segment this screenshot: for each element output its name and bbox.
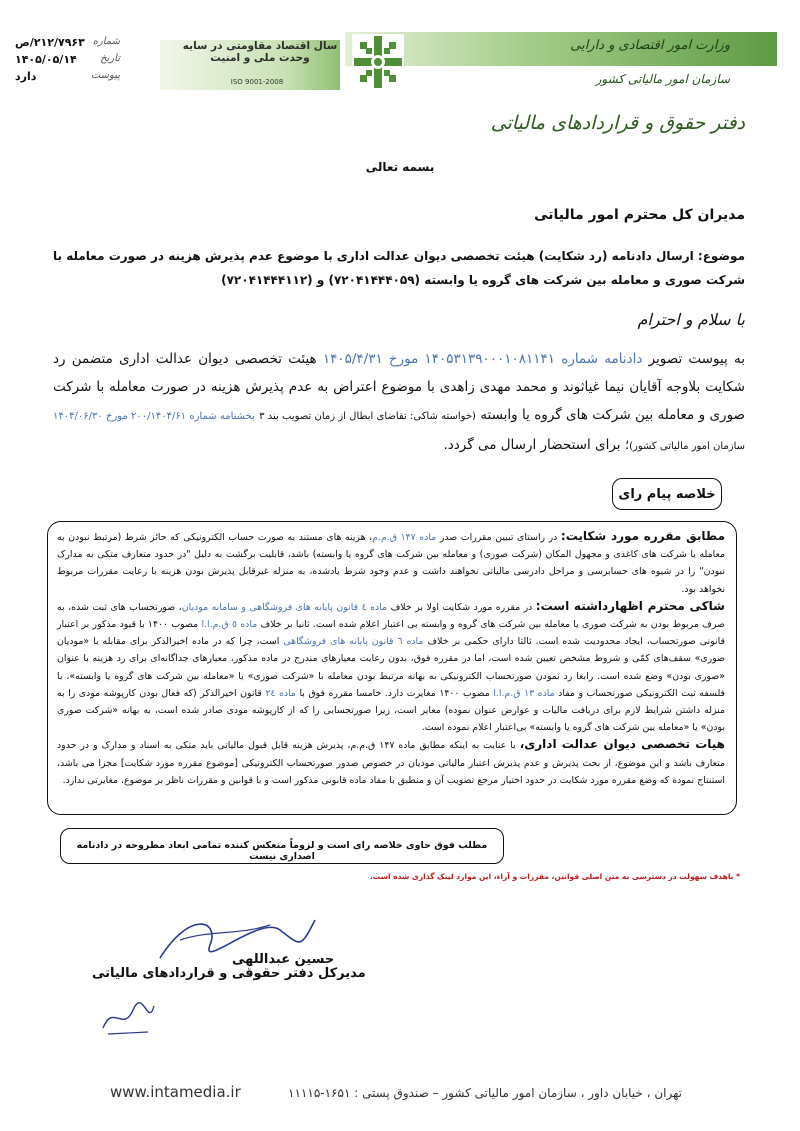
body-small-2: سازمان امور مالیاتی کشور): [629, 441, 745, 452]
disclaimer-text: مطلب فوق حاوی خلاصه رای است و لزوماً منعکس کننده تمامی ابعاد مطروحه در دادنامه اصداری نیست: [76, 840, 488, 862]
p2-text-a: در مقرره مورد شکایت اولا بر خلاف: [390, 601, 533, 613]
signer-title: مدیرکل دفتر حقوقی و قراردادهای مالیاتی: [92, 966, 366, 981]
letter-date: ۱۴۰۵/۰۵/۱۴: [15, 53, 77, 66]
signer-name: حسین عبداللهی: [232, 952, 335, 967]
iso-label: ISO 9001-2008: [230, 78, 284, 86]
summary-title: خلاصه پیام رای: [612, 478, 722, 510]
p1-text-a: در راستای تبیین مقررات صدر: [439, 532, 558, 543]
p2-text-c: مصوب ۱۴۰۰ با قیود مذکور بر اعتبار قانونی صورتحساب، ایجاد محدودیت شده است. ثالثا دارای حکمی بر خلاف: [57, 619, 725, 648]
summary-paragraph-2: [57, 598, 725, 737]
footer-website[interactable]: www.intamedia.ir: [110, 1083, 241, 1101]
p3-heading: هیات تخصصی دیوان عدالت اداری،: [519, 737, 726, 752]
p2-text-d: است، چرا که در ماده اخیرالذکر برای مقابله با «مودیان صوری» سقف‌های کمّی و شروط مشخص تعیین شده است، اما در مقرره فوق، بدون رعایت معیارهای مندرج در ماده مذکور، معیارهای جداگانه‌ای برای رد هزینه با عنوان «صوری بودن» وضع شده است. رابعا رد نمودن صورتحساب الکترونیکی به بهانه مرتبط بودن معامله با «شرکت صوری» یا «معامله بین شرکت های گروه یا وابسته»، با فلسفه ثبت الکترونیکی صورتحساب و مفاد: [57, 636, 726, 699]
year-slogan: سال اقتصاد مقاومتی در سایه وحدت ملی و امنیت: [182, 40, 338, 64]
recipient: مدیران کل محترم امور مالیاتی: [534, 207, 745, 223]
attachment-label: پیوست: [90, 70, 120, 81]
p2-heading: شاکی محترم اظهارداشته است:: [535, 598, 725, 613]
subject: موضوع: ارسال دادنامه (رد شکایت) هیئت تخصصی دیوان عدالت اداری با موضوع عدم پذیرش هزینه در صورت معامله با شرکت صوری و معامله بین شرکت های گروه یا وابسته (۷۲۰۴۱۴۴۴۰۵۹) و (۷۲۰۴۱۴۴۴۱۱۲): [53, 249, 745, 287]
article-24-link[interactable]: ماده ۲٤: [265, 687, 296, 699]
body-small-1: (خواسته شاکی: تقاضای ابطال از زمان تصویب بند ۳: [259, 411, 476, 422]
summary-text: [57, 528, 725, 789]
p1-heading: مطابق مقرره مورد شکایت:: [560, 529, 726, 543]
p1-text-b: ، هزینه های مستند به صورت حساب الکترونیکی که حائز شرط (مرتبط نبودن به معامله با شرکت های کاغذی و مجهول المکان (شرکت صوری) و معامله بین شرکت های گروه یا وابسته) باشد، قابلیت برگشت به دلیل "در حدود متعارف متکی به مدارک نبودن" را در شیوه های حسابرسی و مراحل دادرسی مالیاتی نخواهند داشت و عدم وجود شرط یادشده، به منزله غیرقابل پذیرش بودن هزینه با رعایت مقررات مربوط نخواهد بود.: [57, 532, 725, 595]
bismillah: بسمه تعالی: [365, 160, 435, 174]
meta-number-row: [15, 36, 120, 49]
ministry-name: وزارت امور اقتصادی و دارایی: [570, 38, 730, 53]
tax-organization-emblem-icon: [352, 34, 404, 90]
p3-text-a: با عنایت به اینکه مطابق ماده ۱۴۷ ق.م.م، پذیرش هزینه قابل قبول مالیاتی باید متکی به اسناد و مدارک و در حدود متعارف باشد و این موضوع، از بحث پذیرش و عدم پذیرش اعتبار مالیاتی مودیان در خصوص صدور صورتحساب الکترونیکی [موضوع مقرره مورد شکایت] مجزا می باشد، استنتاج نموده که وضع مقرره مورد شکایت در حدود اختیار مرجع تصویب آن و منطبق با مفاد ماده قانونی مذکور است و با قوانین و مقررات ناظر بر موضوع، مغایرتی ندارد.: [57, 740, 725, 786]
p2-text-f: قانون اخیرالذکر (که فعال بودن کارپوشه مودی را به منزله داشتن شرایط لازم برای دریافت مالیات و عوارض عنوان نموده) مغایر است، زیرا صورتحسابی را که از کارپوشه مودی صادر شده است، به بهانه «شرکت صوری بودن» یا «معامله بین شرکت های گروه یا وابسته» بی‌اعتبار اعلام نموده است.: [57, 687, 725, 734]
article-147-link[interactable]: ماده ۱۴۷ ق.م.م: [372, 532, 437, 543]
circular-link[interactable]: بخشنامه شماره ۲۰۰/۱۴۰۴/۶۱ مورخ ۱۴۰۴/۰۶/۳۰: [53, 411, 255, 422]
meta-date-row: [15, 53, 120, 66]
article-13-link[interactable]: ماده ۱۳ ق.م.ا.ا: [493, 687, 555, 699]
article-4-link[interactable]: ماده ٤ قانون پایانه های فروشگاهی و سامانه مودیان: [181, 601, 388, 613]
link-footnote: * باهدف سهولت در دسترسی به متن اصلی قوانین، مقررات و آراء، این موارد لینک گذاری شده است.: [369, 872, 740, 881]
body-text-2: هیئت تخصصی دیوان عدالت اداری متضمن رد شکایت بلاوجه آقایان نیما غیاثوند و محمد مهدی زاهدی با موضوع اعتراض به عدم پذیرش هزینه در صورت معامله با شرکت صوری و معامله بین شرکت های گروه یا وابسته: [53, 351, 746, 423]
number-label: شماره: [92, 36, 120, 47]
letter-number: ۲۱۲/۷۹۶۳/ص: [15, 36, 85, 49]
p2-text-b: ، صورتحساب های ثبت شده، به صرف مربوط بودن به شرکت صوری یا معامله بین شرکت های گروه و وابسته بی اعتبار اعلام شده است. ثانیا بر خلاف: [57, 601, 725, 631]
summary-paragraph-1: [57, 528, 725, 598]
letter-body: [53, 345, 745, 461]
letter-meta: [15, 36, 120, 87]
verdict-link[interactable]: دادنامه شماره ۱۴۰۵۳۱۳۹۰۰۰۱۰۸۱۱۴۱ مورخ ۱۴۰۵/۴/۳۱: [322, 351, 643, 367]
body-text-1: به پیوست تصویر: [648, 351, 745, 367]
date-label: تاریخ: [100, 53, 120, 64]
office-name: دفتر حقوق و قراردادهای مالیاتی: [490, 112, 745, 134]
initials-scribble-icon: [98, 998, 158, 1038]
article-5-link[interactable]: ماده ٥ ق.م.ا.ا: [201, 619, 258, 631]
letter-attachment: دارد: [15, 70, 37, 83]
body-text-3: ؛ برای استحضار ارسال می گردد.: [443, 437, 630, 453]
summary-paragraph-3: [57, 736, 725, 789]
organization-name: سازمان امور مالیاتی کشور: [595, 72, 730, 86]
meta-attachment-row: [15, 70, 120, 83]
p2-text-e: مصوب ۱۴۰۰ مغایرت دارد. خامسا مقرره فوق با: [299, 687, 490, 699]
footer-address: تهران ، خیابان داور ، سازمان امور مالیاتی کشور – صندوق پستی : ۱۶۵۱-۱۱۱۱۵: [288, 1086, 682, 1100]
article-6-link[interactable]: ماده ٦ قانون پایانه های فروشگاهی: [283, 636, 424, 648]
greeting: با سلام و احترام: [637, 310, 745, 329]
